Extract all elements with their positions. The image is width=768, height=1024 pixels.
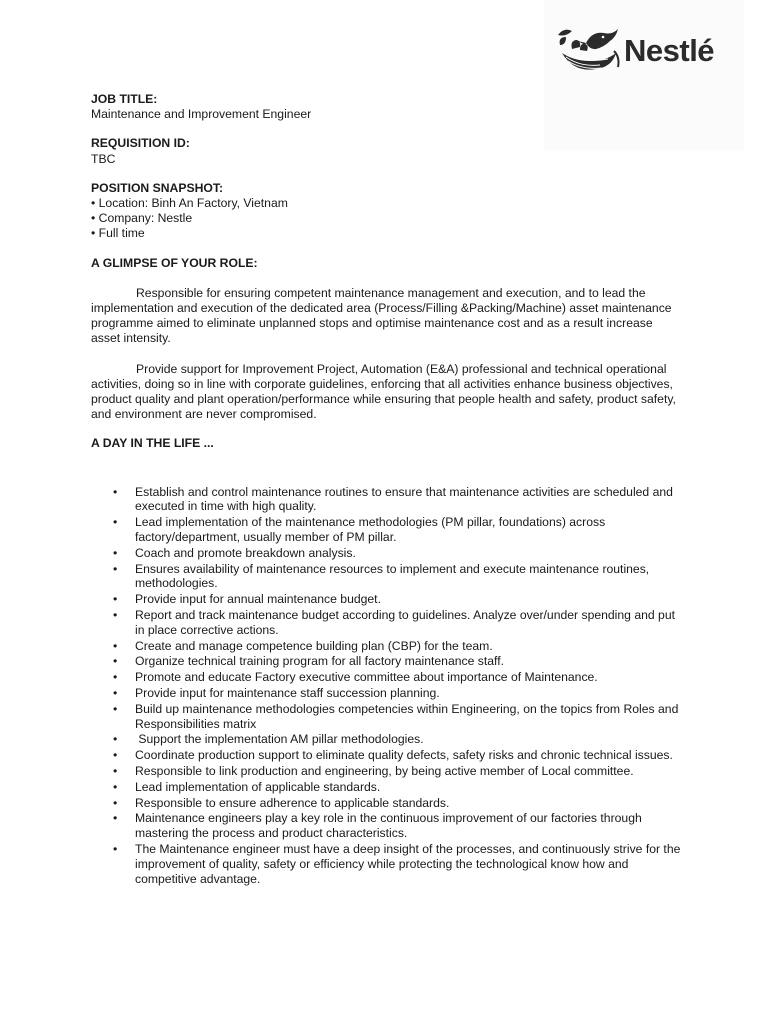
bullet-icon: •	[113, 795, 118, 810]
bullet-icon: •	[113, 686, 118, 701]
job-description	[91, 92, 681, 887]
day-in-life-heading: A DAY IN THE LIFE ...	[91, 436, 214, 451]
list-item: • Promote and educate Factory executive committee about importance of Maintenance.	[113, 670, 598, 685]
list-item: • Provide input for maintenance staff succession planning.	[113, 686, 440, 701]
role-paragraph: Responsible for ensuring competent maintenance management and execution, and to lead the implementation and execution of the dedicated area (Process/Filling &Packing/Machine) asset maintenance programme aimed to eliminate unplanned stops and optimise maintenance cost and as a result increase asset intensity.	[91, 285, 672, 346]
bullet-icon: •	[113, 732, 118, 747]
bullet-icon: •	[113, 654, 118, 669]
day-in-life-list	[91, 485, 681, 887]
list-item: • Responsible to ensure adherence to applicable standards.	[113, 795, 450, 810]
list-item: • Provide input for annual maintenance budget.	[113, 592, 381, 607]
bullet-icon: •	[113, 561, 118, 576]
bullet-icon: •	[113, 764, 118, 778]
position-snapshot-label: POSITION SNAPSHOT:	[91, 180, 224, 195]
list-item: • Establish and control maintenance routines to ensure that maintenance activities are scheduled and executed in time with high quality.	[113, 484, 673, 514]
bullet-icon: •	[113, 638, 118, 653]
bullet-icon: •	[113, 701, 118, 716]
list-item: • Lead implementation of applicable standards.	[113, 779, 381, 794]
bullet-icon: •	[113, 608, 118, 623]
brand-wordmark: Nestlé	[624, 33, 715, 68]
snapshot-location: • Location: Binh An Factory, Vietnam	[91, 196, 288, 211]
bullet-icon: •	[113, 748, 118, 763]
bullet-icon: •	[113, 841, 118, 856]
list-item: • Maintenance engineers play a key role in the continuous improvement of our factories through mastering the process and product characteristics.	[113, 811, 642, 841]
list-item: • Report and track maintenance budget according to guidelines. Analyze over/under spending and put in place corrective actions.	[113, 608, 675, 637]
list-item: • Organize technical training program for all factory maintenance staff.	[113, 654, 504, 669]
requisition-value: TBC	[91, 151, 116, 166]
list-item: • Lead implementation of the maintenance methodologies (PM pillar, foundations) across factory/department, usually member of PM pillar.	[113, 515, 606, 545]
list-item: • The Maintenance engineer must have a deep insight of the processes, and continuously strive for the improvement of quality, safety or efficiency while protecting the technological know how and competitive advantage.	[113, 841, 681, 886]
bullet-icon: •	[113, 545, 118, 560]
snapshot-employment-type: • Full time	[91, 226, 145, 241]
role-paragraph: Provide support for Improvement Project, Automation (E&A) professional and technical operational activities, doing so in line with corporate guidelines, enforcing that all activities enhance business objectives, product quality and plant operation/performance while ensuring that people health and safety, product safety, and environment are never compromised.	[91, 361, 676, 422]
requisition-label: REQUISITION ID:	[91, 136, 190, 151]
job-title-value: Maintenance and Improvement Engineer	[91, 107, 312, 122]
bullet-icon: •	[113, 811, 118, 826]
bullet-icon: •	[113, 484, 118, 499]
bullet-icon: •	[113, 592, 118, 607]
role-heading: A GLIMPSE OF YOUR ROLE:	[91, 255, 258, 270]
list-item: • Build up maintenance methodologies competencies within Engineering, on the topics from Roles and Responsibilities matrix	[113, 701, 679, 731]
list-item: • Ensures availability of maintenance resources to implement and execute maintenance routines, methodologies.	[113, 561, 650, 591]
list-item: • Coach and promote breakdown analysis.	[113, 545, 356, 560]
bullet-icon: •	[113, 779, 118, 794]
list-item: • Support the implementation AM pillar methodologies.	[113, 732, 424, 747]
job-title-label: JOB TITLE:	[91, 92, 158, 106]
list-item: • Coordinate production support to eliminate quality defects, safety risks and chronic technical issues.	[113, 748, 673, 763]
bullet-icon: •	[113, 670, 118, 685]
snapshot-company: • Company: Nestle	[91, 211, 193, 226]
list-item: • Create and manage competence building plan (CBP) for the team.	[113, 638, 493, 653]
nestle-logo	[556, 22, 736, 78]
bullet-icon: •	[113, 515, 118, 530]
list-item: • Responsible to link production and engineering, by being active member of Local committee.	[113, 764, 634, 778]
nest-birds-logo-icon	[556, 23, 622, 77]
